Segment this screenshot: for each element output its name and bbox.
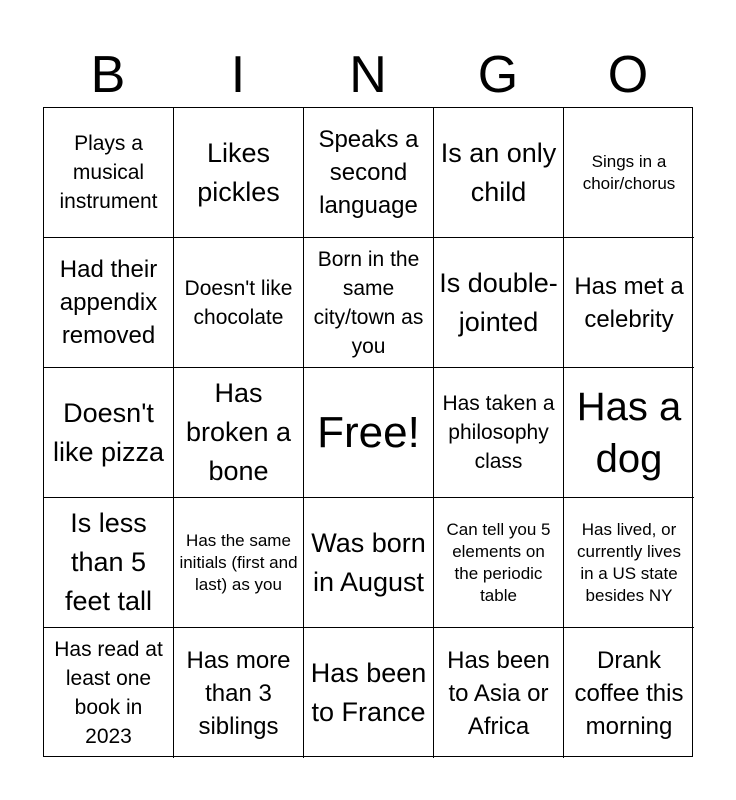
cell-text: Speaks a second language: [318, 126, 419, 219]
cell-text: Is less than 5 feet tall: [64, 508, 153, 616]
cell-text: Sings in a choir/chorus: [582, 151, 676, 193]
bingo-cell-r2c1[interactable]: [44, 238, 174, 368]
cell-text: Can tell you 5 elements on the periodic table: [446, 519, 551, 605]
cell-text: Had their appendix removed: [59, 256, 158, 349]
bingo-cell-r4c5[interactable]: [564, 498, 694, 628]
bingo-cell-r1c2[interactable]: [174, 108, 304, 238]
cell-text: Has read at least one book in 2023: [54, 638, 163, 748]
cell-text: Has the same initials (first and last) as you: [179, 530, 298, 594]
bingo-header: [43, 44, 693, 106]
cell-text: Has met a celebrity: [574, 272, 684, 333]
cell-text: Likes pickles: [197, 137, 280, 207]
cell-text: Was born in August: [311, 527, 426, 597]
bingo-cell-r5c1[interactable]: [44, 628, 174, 758]
bingo-cell-r4c3[interactable]: [304, 498, 434, 628]
cell-text: Has been to France: [310, 658, 427, 727]
bingo-cell-r3c5[interactable]: [564, 368, 694, 498]
bingo-cell-r2c2[interactable]: [174, 238, 304, 368]
bingo-cell-r2c5[interactable]: [564, 238, 694, 368]
bingo-cell-r1c3[interactable]: [304, 108, 434, 238]
cell-text: Doesn't like chocolate: [184, 276, 293, 329]
cell-text: Drank coffee this morning: [574, 646, 684, 740]
bingo-cell-r2c4[interactable]: [434, 238, 564, 368]
cell-text: Has been to Asia or Africa: [447, 646, 550, 740]
bingo-cell-r4c2[interactable]: [174, 498, 304, 628]
bingo-cell-r3c1[interactable]: [44, 368, 174, 498]
header-letter-g: G: [477, 46, 519, 104]
free-space-text: Free!: [317, 407, 420, 457]
cell-text: Doesn't like pizza: [52, 397, 165, 467]
bingo-cell-free[interactable]: [304, 368, 434, 498]
bingo-cell-r3c4[interactable]: [434, 368, 564, 498]
cell-text: Has more than 3 siblings: [186, 646, 291, 740]
cell-text: Born in the same city/town as you: [313, 247, 424, 358]
bingo-cell-r4c1[interactable]: [44, 498, 174, 628]
bingo-cell-r5c3[interactable]: [304, 628, 434, 758]
bingo-cell-r3c2[interactable]: [174, 368, 304, 498]
cell-text: Has broken a bone: [185, 378, 292, 486]
header-letter-o: O: [607, 46, 649, 104]
cell-text: Has lived, or currently lives in a US state besides NY: [577, 519, 681, 605]
bingo-cell-r5c5[interactable]: [564, 628, 694, 758]
bingo-cell-r5c4[interactable]: [434, 628, 564, 758]
header-letter-b: B: [90, 46, 126, 104]
cell-text: Is double-jointed: [439, 267, 558, 337]
header-letter-n: N: [349, 46, 387, 104]
cell-text: Plays a musical instrument: [59, 132, 158, 213]
cell-text: Is an only child: [440, 137, 557, 207]
bingo-cell-r1c5[interactable]: [564, 108, 694, 238]
cell-text: Has a dog: [576, 384, 682, 481]
bingo-cell-r1c1[interactable]: [44, 108, 174, 238]
bingo-card-grid: [43, 107, 693, 757]
cell-text: Has taken a philosophy class: [442, 392, 555, 473]
header-letter-i: I: [230, 46, 246, 104]
bingo-cell-r5c2[interactable]: [174, 628, 304, 758]
bingo-cell-r1c4[interactable]: [434, 108, 564, 238]
bingo-cell-r4c4[interactable]: [434, 498, 564, 628]
bingo-cell-r2c3[interactable]: [304, 238, 434, 368]
